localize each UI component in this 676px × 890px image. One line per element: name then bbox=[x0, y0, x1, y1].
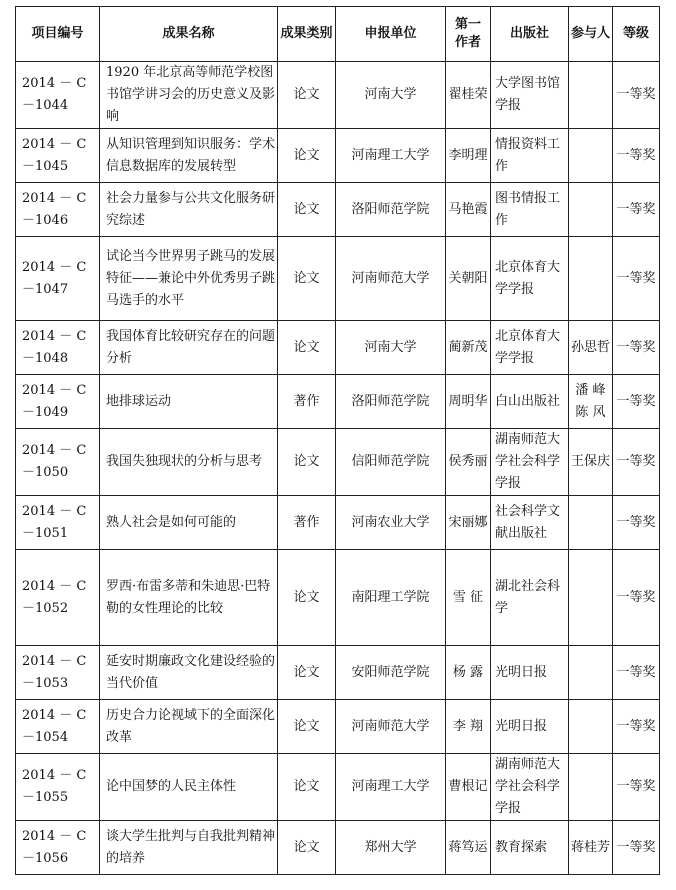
cell-unit: 安阳师范学院 bbox=[336, 646, 446, 700]
cell-name: 1920 年北京高等师范学校图书馆学讲习会的历史意义及影响 bbox=[100, 62, 278, 129]
cell-id: 2014 － C －1056 bbox=[16, 821, 100, 875]
header-unit: 申报单位 bbox=[336, 7, 446, 62]
cell-category: 论文 bbox=[278, 821, 336, 875]
cell-publisher: 湖北社会科学 bbox=[491, 550, 569, 646]
cell-grade: 一等奖 bbox=[613, 496, 660, 550]
cell-unit: 河南大学 bbox=[336, 62, 446, 129]
cell-author: 宋丽娜 bbox=[446, 496, 491, 550]
cell-unit: 河南农业大学 bbox=[336, 496, 446, 550]
table-row bbox=[16, 237, 660, 321]
cell-id: 2014 － C －1044 bbox=[16, 62, 100, 129]
cell-category: 论文 bbox=[278, 550, 336, 646]
cell-id: 2014 － C －1051 bbox=[16, 496, 100, 550]
cell-publisher: 北京体育大学学报 bbox=[491, 237, 569, 321]
cell-name: 熟人社会是如何可能的 bbox=[100, 496, 278, 550]
cell-participants bbox=[569, 129, 613, 183]
cell-unit: 洛阳师范学院 bbox=[336, 183, 446, 237]
header-name: 成果名称 bbox=[100, 7, 278, 62]
cell-participants bbox=[569, 62, 613, 129]
cell-category: 论文 bbox=[278, 237, 336, 321]
cell-unit: 河南大学 bbox=[336, 321, 446, 375]
cell-participants: 蒋桂芳 bbox=[569, 821, 613, 875]
cell-name: 从知识管理到知识服务：学术信息数据库的发展转型 bbox=[100, 129, 278, 183]
cell-publisher: 光明日报 bbox=[491, 646, 569, 700]
cell-name: 地排球运动 bbox=[100, 375, 278, 429]
cell-id: 2014 － C －1046 bbox=[16, 183, 100, 237]
cell-grade: 一等奖 bbox=[613, 62, 660, 129]
cell-author: 李明理 bbox=[446, 129, 491, 183]
cell-participants bbox=[569, 646, 613, 700]
cell-participants: 孙思哲 bbox=[569, 321, 613, 375]
awards-table bbox=[15, 6, 660, 875]
cell-category: 著作 bbox=[278, 375, 336, 429]
cell-participants: 潘 峰 陈 风 bbox=[569, 375, 613, 429]
header-author: 第一 作者 bbox=[446, 7, 491, 62]
cell-publisher: 湖南师范大学社会科学学报 bbox=[491, 429, 569, 496]
table-row bbox=[16, 646, 660, 700]
cell-unit: 河南理工大学 bbox=[336, 754, 446, 821]
cell-grade: 一等奖 bbox=[613, 754, 660, 821]
cell-participants bbox=[569, 754, 613, 821]
cell-publisher: 湖南师范大学社会科学学报 bbox=[491, 754, 569, 821]
cell-name: 历史合力论视域下的全面深化改革 bbox=[100, 700, 278, 754]
header-participants: 参与人 bbox=[569, 7, 613, 62]
cell-name: 我国失独现状的分析与思考 bbox=[100, 429, 278, 496]
header-category: 成果类别 bbox=[278, 7, 336, 62]
cell-name: 谈大学生批判与自我批判精神的培养 bbox=[100, 821, 278, 875]
table-row bbox=[16, 496, 660, 550]
cell-author: 曹根记 bbox=[446, 754, 491, 821]
cell-name: 我国体育比较研究存在的问题分析 bbox=[100, 321, 278, 375]
cell-grade: 一等奖 bbox=[613, 375, 660, 429]
cell-category: 论文 bbox=[278, 754, 336, 821]
table-row bbox=[16, 129, 660, 183]
cell-publisher: 情报资料工作 bbox=[491, 129, 569, 183]
header-grade: 等级 bbox=[613, 7, 660, 62]
cell-participants bbox=[569, 550, 613, 646]
table-row bbox=[16, 754, 660, 821]
cell-publisher: 北京体育大学学报 bbox=[491, 321, 569, 375]
cell-participants bbox=[569, 183, 613, 237]
cell-unit: 洛阳师范学院 bbox=[336, 375, 446, 429]
cell-name: 罗西·布雷多蒂和朱迪思·巴特勒的女性理论的比较 bbox=[100, 550, 278, 646]
cell-id: 2014 － C －1054 bbox=[16, 700, 100, 754]
cell-category: 论文 bbox=[278, 429, 336, 496]
cell-author: 蔺新茂 bbox=[446, 321, 491, 375]
cell-grade: 一等奖 bbox=[613, 183, 660, 237]
cell-category: 论文 bbox=[278, 646, 336, 700]
cell-category: 论文 bbox=[278, 321, 336, 375]
cell-unit: 河南师范大学 bbox=[336, 237, 446, 321]
table-header-row bbox=[16, 7, 660, 62]
table-row bbox=[16, 550, 660, 646]
cell-participants bbox=[569, 237, 613, 321]
cell-grade: 一等奖 bbox=[613, 129, 660, 183]
cell-author: 李 翔 bbox=[446, 700, 491, 754]
cell-author: 蒋笃运 bbox=[446, 821, 491, 875]
table-row bbox=[16, 375, 660, 429]
cell-unit: 河南理工大学 bbox=[336, 129, 446, 183]
cell-grade: 一等奖 bbox=[613, 237, 660, 321]
cell-id: 2014 － C －1052 bbox=[16, 550, 100, 646]
cell-name: 论中国梦的人民主体性 bbox=[100, 754, 278, 821]
cell-unit: 河南师范大学 bbox=[336, 700, 446, 754]
cell-id: 2014 － C －1053 bbox=[16, 646, 100, 700]
cell-author: 周明华 bbox=[446, 375, 491, 429]
cell-name: 试论当今世界男子跳马的发展特征——兼论中外优秀男子跳马选手的水平 bbox=[100, 237, 278, 321]
cell-author: 关朝阳 bbox=[446, 237, 491, 321]
cell-category: 论文 bbox=[278, 62, 336, 129]
cell-grade: 一等奖 bbox=[613, 550, 660, 646]
cell-author: 雪 征 bbox=[446, 550, 491, 646]
cell-author: 侯秀丽 bbox=[446, 429, 491, 496]
cell-id: 2014 － C －1045 bbox=[16, 129, 100, 183]
cell-publisher: 白山出版社 bbox=[491, 375, 569, 429]
cell-publisher: 教育探索 bbox=[491, 821, 569, 875]
cell-id: 2014 － C －1049 bbox=[16, 375, 100, 429]
cell-participants: 王保庆 bbox=[569, 429, 613, 496]
cell-id: 2014 － C －1055 bbox=[16, 754, 100, 821]
cell-author: 翟桂荣 bbox=[446, 62, 491, 129]
cell-unit: 郑州大学 bbox=[336, 821, 446, 875]
table-row bbox=[16, 183, 660, 237]
cell-grade: 一等奖 bbox=[613, 429, 660, 496]
cell-id: 2014 － C －1050 bbox=[16, 429, 100, 496]
header-id: 项目编号 bbox=[16, 7, 100, 62]
cell-id: 2014 － C －1047 bbox=[16, 237, 100, 321]
table-row bbox=[16, 821, 660, 875]
table-row bbox=[16, 321, 660, 375]
cell-name: 延安时期廉政文化建设经验的当代价值 bbox=[100, 646, 278, 700]
cell-grade: 一等奖 bbox=[613, 321, 660, 375]
cell-author: 马艳霞 bbox=[446, 183, 491, 237]
cell-participants bbox=[569, 700, 613, 754]
cell-publisher: 图书情报工作 bbox=[491, 183, 569, 237]
table-row bbox=[16, 62, 660, 129]
table-row bbox=[16, 700, 660, 754]
cell-author: 杨 露 bbox=[446, 646, 491, 700]
cell-grade: 一等奖 bbox=[613, 700, 660, 754]
cell-publisher: 光明日报 bbox=[491, 700, 569, 754]
cell-unit: 信阳师范学院 bbox=[336, 429, 446, 496]
cell-name: 社会力量参与公共文化服务研究综述 bbox=[100, 183, 278, 237]
cell-publisher: 社会科学文献出版社 bbox=[491, 496, 569, 550]
cell-grade: 一等奖 bbox=[613, 646, 660, 700]
cell-publisher: 大学图书馆学报 bbox=[491, 62, 569, 129]
cell-unit: 南阳理工学院 bbox=[336, 550, 446, 646]
table-row bbox=[16, 429, 660, 496]
cell-id: 2014 － C －1048 bbox=[16, 321, 100, 375]
cell-category: 论文 bbox=[278, 700, 336, 754]
cell-category: 著作 bbox=[278, 496, 336, 550]
header-publisher: 出版社 bbox=[491, 7, 569, 62]
cell-participants bbox=[569, 496, 613, 550]
cell-category: 论文 bbox=[278, 183, 336, 237]
cell-grade: 一等奖 bbox=[613, 821, 660, 875]
cell-category: 论文 bbox=[278, 129, 336, 183]
